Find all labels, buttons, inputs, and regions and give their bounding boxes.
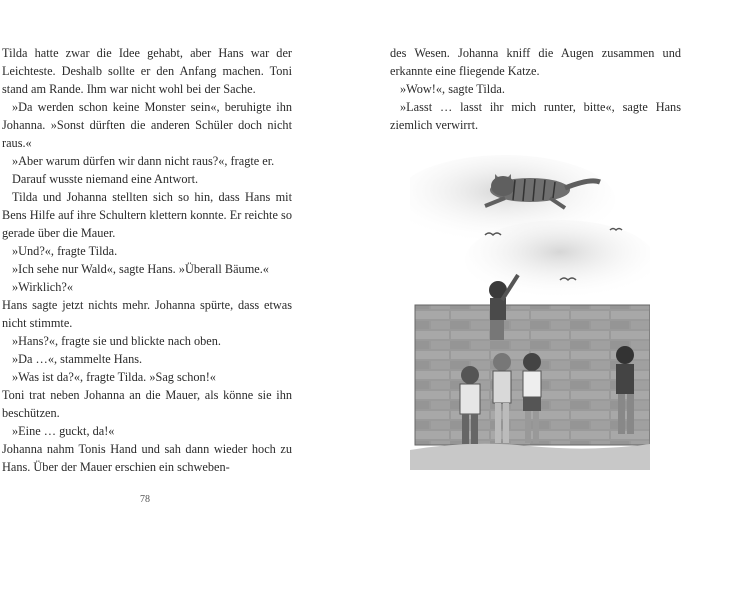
children-group-figure — [460, 353, 541, 444]
paragraph: des Wesen. Johanna kniff die Augen zusammen und erkannte eine fliegende Katze. — [390, 46, 681, 78]
paragraph: »Eine … guckt, da!« — [12, 424, 115, 438]
paragraph: »Was ist da?«, fragte Tilda. »Sag schon!« — [12, 370, 216, 384]
right-page — [390, 44, 681, 134]
paragraph: Tilda hatte zwar die Idee gehabt, aber Hans war der Leichteste. Deshalb sollte er den Anfang machen. Toni stand am Rande. Ihm war nicht wohl bei der Sache. — [2, 46, 292, 96]
paragraph: Darauf wusste niemand eine Antwort. — [12, 172, 199, 186]
page-number: 78 — [140, 494, 150, 505]
standing-child-figure — [616, 346, 634, 434]
paragraph: »Da …«, stammelte Hans. — [12, 352, 143, 366]
paragraph: »Wirklich?« — [12, 280, 73, 294]
paragraph: Johanna nahm Tonis Hand und sah dann wieder hoch zu Hans. Über der Mauer erschien ein schweben- — [2, 442, 292, 474]
flying-cat-over-wall-illustration — [410, 150, 650, 490]
paragraph: »Und?«, fragte Tilda. — [12, 244, 118, 258]
paragraph: Hans sagte jetzt nichts mehr. Johanna spürte, dass etwas nicht stimmte. — [2, 298, 292, 330]
paragraph: »Wow!«, sagte Tilda. — [400, 82, 505, 96]
paragraph: »Hans?«, fragte sie und blickte nach oben. — [12, 334, 221, 348]
paragraph: Tilda und Johanna stellten sich so hin, dass Hans mit Bens Hilfe auf ihre Schultern klettern konnte. Er reichte so gerade über die Mauer. — [2, 190, 292, 240]
paragraph: »Da werden schon keine Monster sein«, beruhigte ihn Johanna. »Sonst dürften die anderen Schüler doch nicht raus.« — [2, 100, 292, 150]
paragraph: Toni trat neben Johanna an die Mauer, als könne sie ihn beschützen. — [2, 388, 292, 420]
left-page — [2, 44, 292, 476]
ground — [410, 444, 650, 470]
paragraph: »Lasst … lasst ihr mich runter, bitte«, sagte Hans ziemlich verwirrt. — [390, 100, 681, 132]
paragraph: »Ich sehe nur Wald«, sagte Hans. »Überall Bäume.« — [12, 262, 269, 276]
paragraph: »Aber warum dürfen wir dann nicht raus?«, fragte er. — [12, 154, 275, 168]
